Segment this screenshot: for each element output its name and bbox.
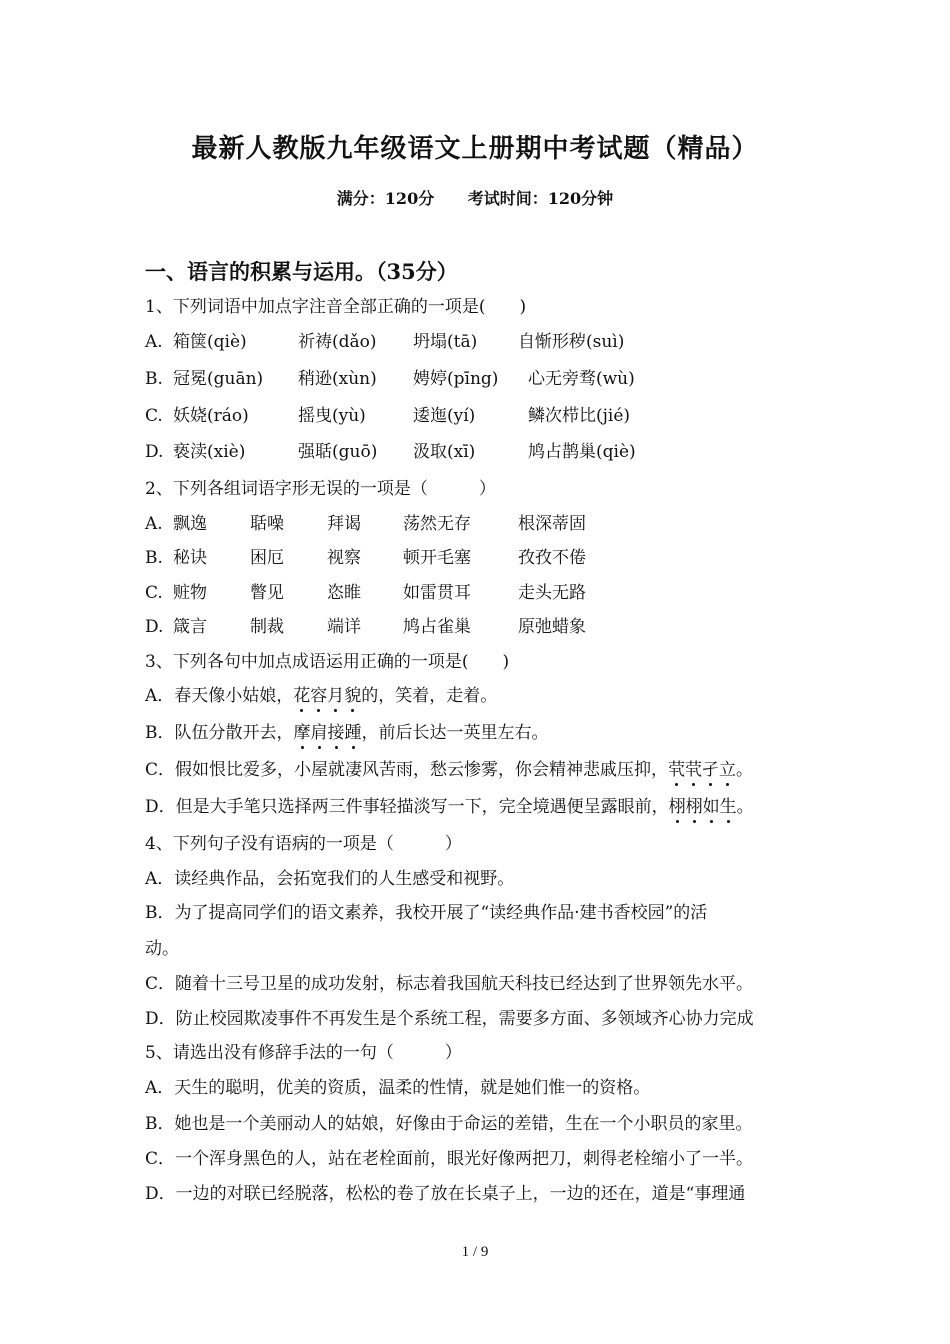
option-item: 顿开毛塞 xyxy=(403,548,471,568)
dotted-idiom xyxy=(294,723,362,743)
option-item: 箴言 xyxy=(173,617,207,637)
option-label: A. xyxy=(145,332,163,352)
option-item: 坍塌(tā) xyxy=(413,332,478,352)
option-text: B．队伍分散开去， xyxy=(145,723,294,743)
option-item: 冠冕(guān) xyxy=(173,369,264,389)
option-item: 根深蒂固 xyxy=(518,514,586,534)
option-item: 自惭形秽(suì) xyxy=(518,332,625,352)
option-item: 走头无路 xyxy=(518,583,586,603)
option-item: 赃物 xyxy=(173,583,207,603)
option-item: 鸠占雀巢 xyxy=(403,617,471,637)
dotted-char: 如 xyxy=(702,797,720,817)
q4-option-b: B．为了提高同学们的语文素养，我校开展了“读经典作品·建书香校园”的活 xyxy=(145,903,708,923)
dotted-char: 肩 xyxy=(310,723,328,743)
dotted-idiom xyxy=(668,760,736,780)
page-number: 1 / 9 xyxy=(461,1244,489,1260)
dotted-char: 接 xyxy=(327,723,345,743)
option-item: 秘诀 xyxy=(173,548,207,568)
question-3-stem: 3、下列各句中加点成语运用正确的一项是( ) xyxy=(145,652,510,672)
option-item: 心无旁骛(wù) xyxy=(528,369,635,389)
option-item: 鸠占鹊巢(qiè) xyxy=(528,442,636,462)
option-item: 困厄 xyxy=(250,548,284,568)
dotted-char: 孑 xyxy=(702,760,720,780)
option-item: 孜孜不倦 xyxy=(518,548,586,568)
dotted-char: 立 xyxy=(719,760,737,780)
option-item: 飘逸 xyxy=(173,514,207,534)
option-item: 妖娆(ráo) xyxy=(173,406,249,426)
option-item: 拜谒 xyxy=(327,514,361,534)
q4-option-a: A．读经典作品，会拓宽我们的人生感受和视野。 xyxy=(145,869,515,889)
option-item: 瞥见 xyxy=(250,583,284,603)
option-text: 。 xyxy=(736,760,754,780)
exam-time: 考试时间：120分钟 xyxy=(467,189,614,208)
option-item: 祈祷(dǎo) xyxy=(298,332,377,352)
option-item: 稍逊(xùn) xyxy=(298,369,377,389)
option-item: 强聒(guō) xyxy=(298,442,378,462)
dotted-char: 茕 xyxy=(668,760,686,780)
dotted-char: 摩 xyxy=(293,723,311,743)
option-label: A. xyxy=(145,514,163,534)
option-text: 。 xyxy=(736,797,754,817)
question-5-stem: 5、请选出没有修辞手法的一句（ ） xyxy=(145,1043,462,1063)
option-text: A．春天像小姑娘， xyxy=(145,686,294,706)
q5-option-c: C．一个浑身黑色的人，站在老栓面前，眼光好像两把刀，刺得老栓缩小了一半。 xyxy=(145,1149,754,1169)
option-text: 的，笑着，走着。 xyxy=(361,686,498,706)
option-item: 恣睢 xyxy=(327,583,361,603)
option-item: 汲取(xī) xyxy=(413,442,476,462)
dotted-char: 踵 xyxy=(344,723,362,743)
option-text: ，前后长达一英里左右。 xyxy=(361,723,549,743)
option-label: D. xyxy=(145,617,164,637)
option-label: C. xyxy=(145,406,163,426)
dotted-idiom xyxy=(669,797,737,817)
option-item: 原弛蜡象 xyxy=(518,617,586,637)
dotted-char: 月 xyxy=(327,686,345,706)
q5-option-d: D．一边的对联已经脱落，松松的卷了放在长桌子上，一边的还在，道是“事理通 xyxy=(145,1184,746,1204)
option-label: C. xyxy=(145,583,163,603)
dotted-char: 生 xyxy=(719,797,737,817)
option-text: C．假如恨比爱多，小屋就凄风苦雨，愁云惨雾，你会精神悲戚压抑， xyxy=(145,760,669,780)
q3-option-c xyxy=(145,759,753,781)
option-item: 摇曳(yù) xyxy=(298,406,366,426)
option-item: 箱箧(qiè) xyxy=(173,332,247,352)
option-item: 视察 xyxy=(327,548,361,568)
section-heading: 一、语言的积累与运用。（35分） xyxy=(145,259,458,284)
q3-option-d xyxy=(145,796,754,818)
question-4-stem: 4、下列句子没有语病的一项是（ ） xyxy=(145,834,462,854)
q5-option-a: A．天生的聪明，优美的资质，温柔的性情，就是她们惟一的资格。 xyxy=(145,1078,651,1098)
full-score: 满分：120分 xyxy=(336,189,435,208)
option-item: 亵渎(xiè) xyxy=(173,442,246,462)
dotted-char: 貌 xyxy=(344,686,362,706)
question-1-stem: 1、下列词语中加点字注音全部正确的一项是( ) xyxy=(145,297,527,317)
option-item: 如雷贯耳 xyxy=(403,583,471,603)
dotted-idiom xyxy=(293,686,361,706)
q5-option-b: B．她也是一个美丽动人的姑娘，好像由于命运的差错，生在一个小职员的家里。 xyxy=(145,1114,753,1134)
dotted-char: 茕 xyxy=(685,760,703,780)
option-item: 端详 xyxy=(327,617,361,637)
option-item: 鳞次栉比(jié) xyxy=(528,406,631,426)
dotted-char: 容 xyxy=(310,686,328,706)
question-2-stem: 2、下列各组词语字形无误的一项是（ ） xyxy=(145,479,496,499)
option-item: 制裁 xyxy=(250,617,284,637)
q3-option-b xyxy=(145,722,549,744)
q4-option-c: C．随着十三号卫星的成功发射，标志着我国航天科技已经达到了世界领先水平。 xyxy=(145,974,754,994)
dotted-char: 栩 xyxy=(685,797,703,817)
option-item: 娉婷(pīng) xyxy=(413,369,499,389)
option-item: 逶迤(yí) xyxy=(413,406,476,426)
exam-info xyxy=(0,186,950,209)
option-label: D. xyxy=(145,442,164,462)
dotted-char: 栩 xyxy=(668,797,686,817)
option-text: D．但是大手笔只选择两三件事轻描淡写一下，完全境遇便呈露眼前， xyxy=(145,797,669,817)
option-label: B. xyxy=(145,369,163,389)
page-title: 最新人教版九年级语文上册期中考试题（精品） xyxy=(191,134,759,164)
option-item: 聒噪 xyxy=(250,514,284,534)
option-item: 荡然无存 xyxy=(403,514,471,534)
q4-option-d: D．防止校园欺凌事件不再发生是个系统工程，需要多方面、多领域齐心协力完成 xyxy=(145,1009,754,1029)
option-label: B. xyxy=(145,548,163,568)
q3-option-a xyxy=(145,685,497,707)
q4-option-b-cont: 动。 xyxy=(145,939,179,959)
dotted-char: 花 xyxy=(293,686,311,706)
